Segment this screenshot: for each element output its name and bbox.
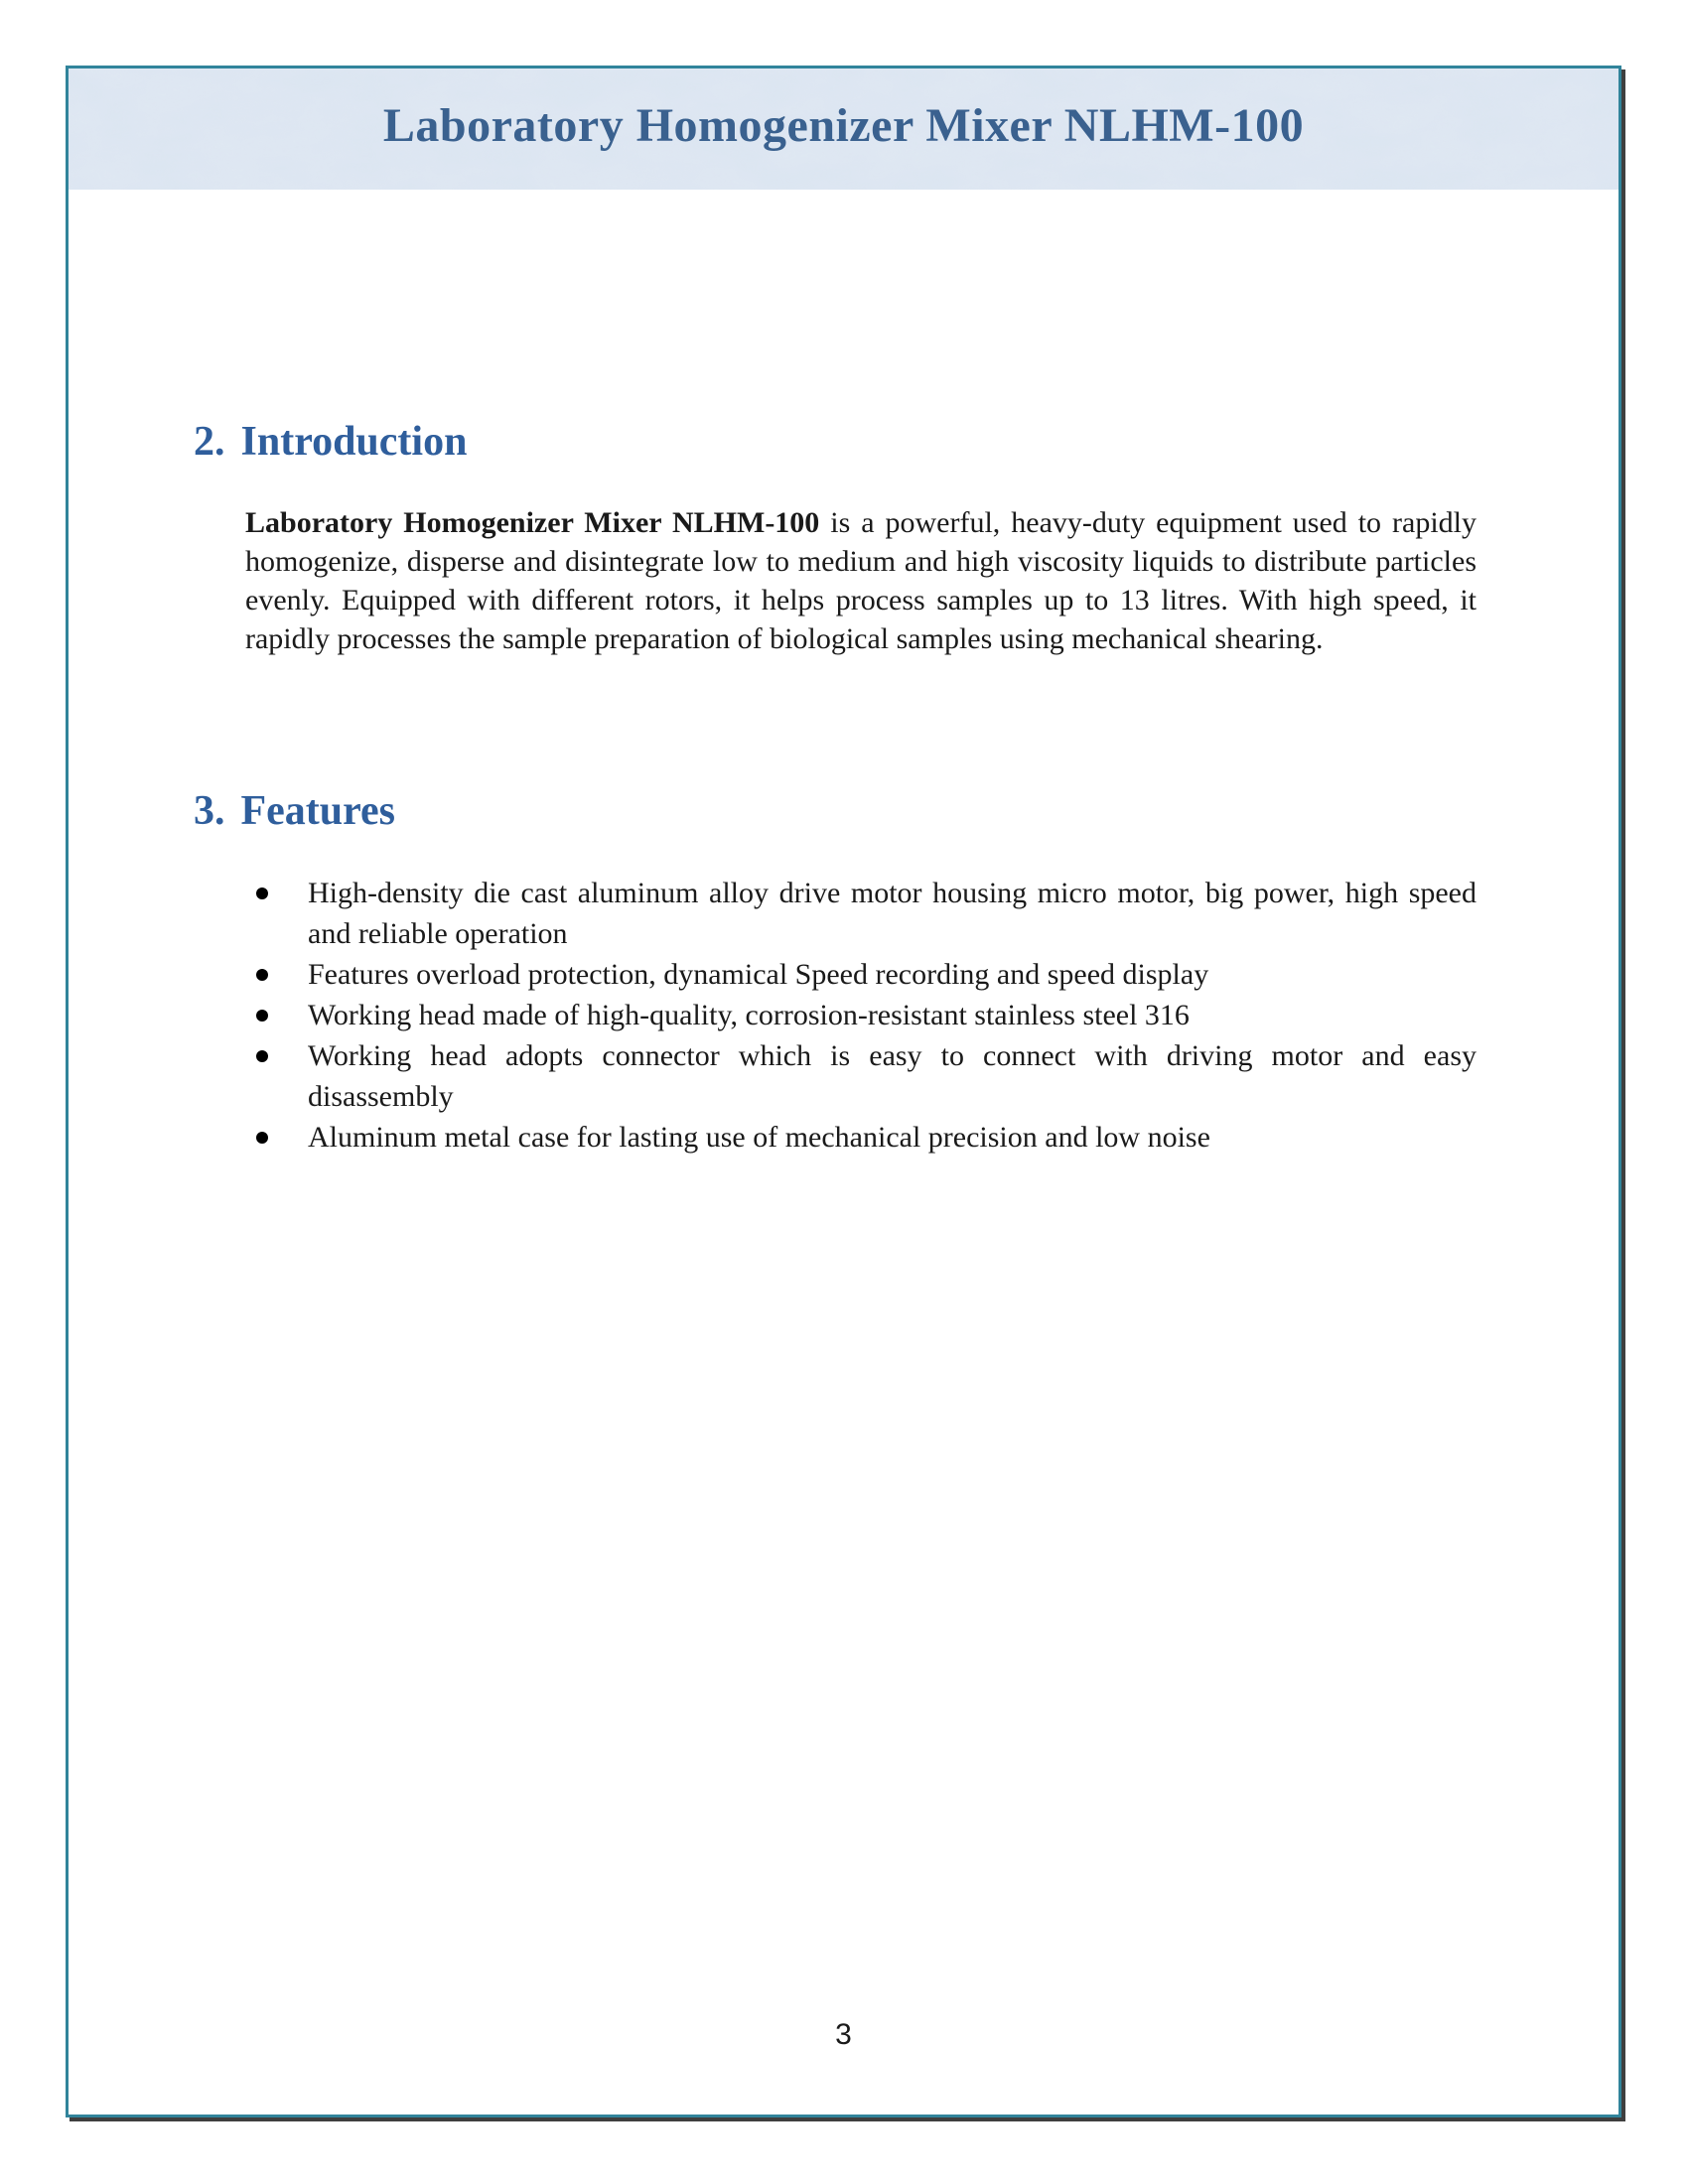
section-number: 2. [194,419,225,465]
page-header-band [69,68,1618,190]
bullet-icon [256,1050,268,1062]
list-item [308,954,1477,995]
list-item-text: Features overload protection, dynamical Speed recording and speed display [308,958,1209,991]
document-page [66,66,1621,2117]
features-list [308,873,1477,1158]
list-item [308,1035,1477,1117]
section-number: 3. [194,788,225,834]
introduction-paragraph [245,503,1477,658]
list-item-text: Aluminum metal case for lasting use of mechanical precision and low noise [308,1121,1210,1154]
section-title: Introduction [240,419,468,465]
bullet-icon [256,1132,268,1144]
list-item-text: Working head made of high-quality, corrosion-resistant stainless steel 316 [308,999,1190,1031]
list-item-text: Working head adopts connector which is easy to connect with driving motor and easy disassembly [308,1039,1477,1113]
page-title: Laboratory Homogenizer Mixer NLHM-100 [382,98,1305,152]
bullet-icon [256,969,268,981]
introduction-text: is a powerful, heavy-duty equipment used to rapidly homogenize, disperse and disintegrate low to medium and high viscosity liquids to distribute particles evenly. Equipped with different rotors, it helps process samples up to 13 litres. With high speed, it rapidly processes the sample preparation of biological samples using mechanical shearing. [245,506,1477,655]
bullet-icon [256,1010,268,1022]
section-title: Features [240,788,396,834]
section-heading-introduction [194,418,467,466]
bullet-icon [256,887,268,899]
page-number: 3 [835,2018,852,2051]
list-item [308,873,1477,954]
list-item-text: High-density die cast aluminum alloy drive motor housing micro motor, big power, high speed and reliable operation [308,877,1477,950]
list-item [308,1117,1477,1158]
section-heading-features [194,787,395,835]
product-name-bold: Laboratory Homogenizer Mixer NLHM-100 [245,506,820,539]
list-item [308,995,1477,1035]
